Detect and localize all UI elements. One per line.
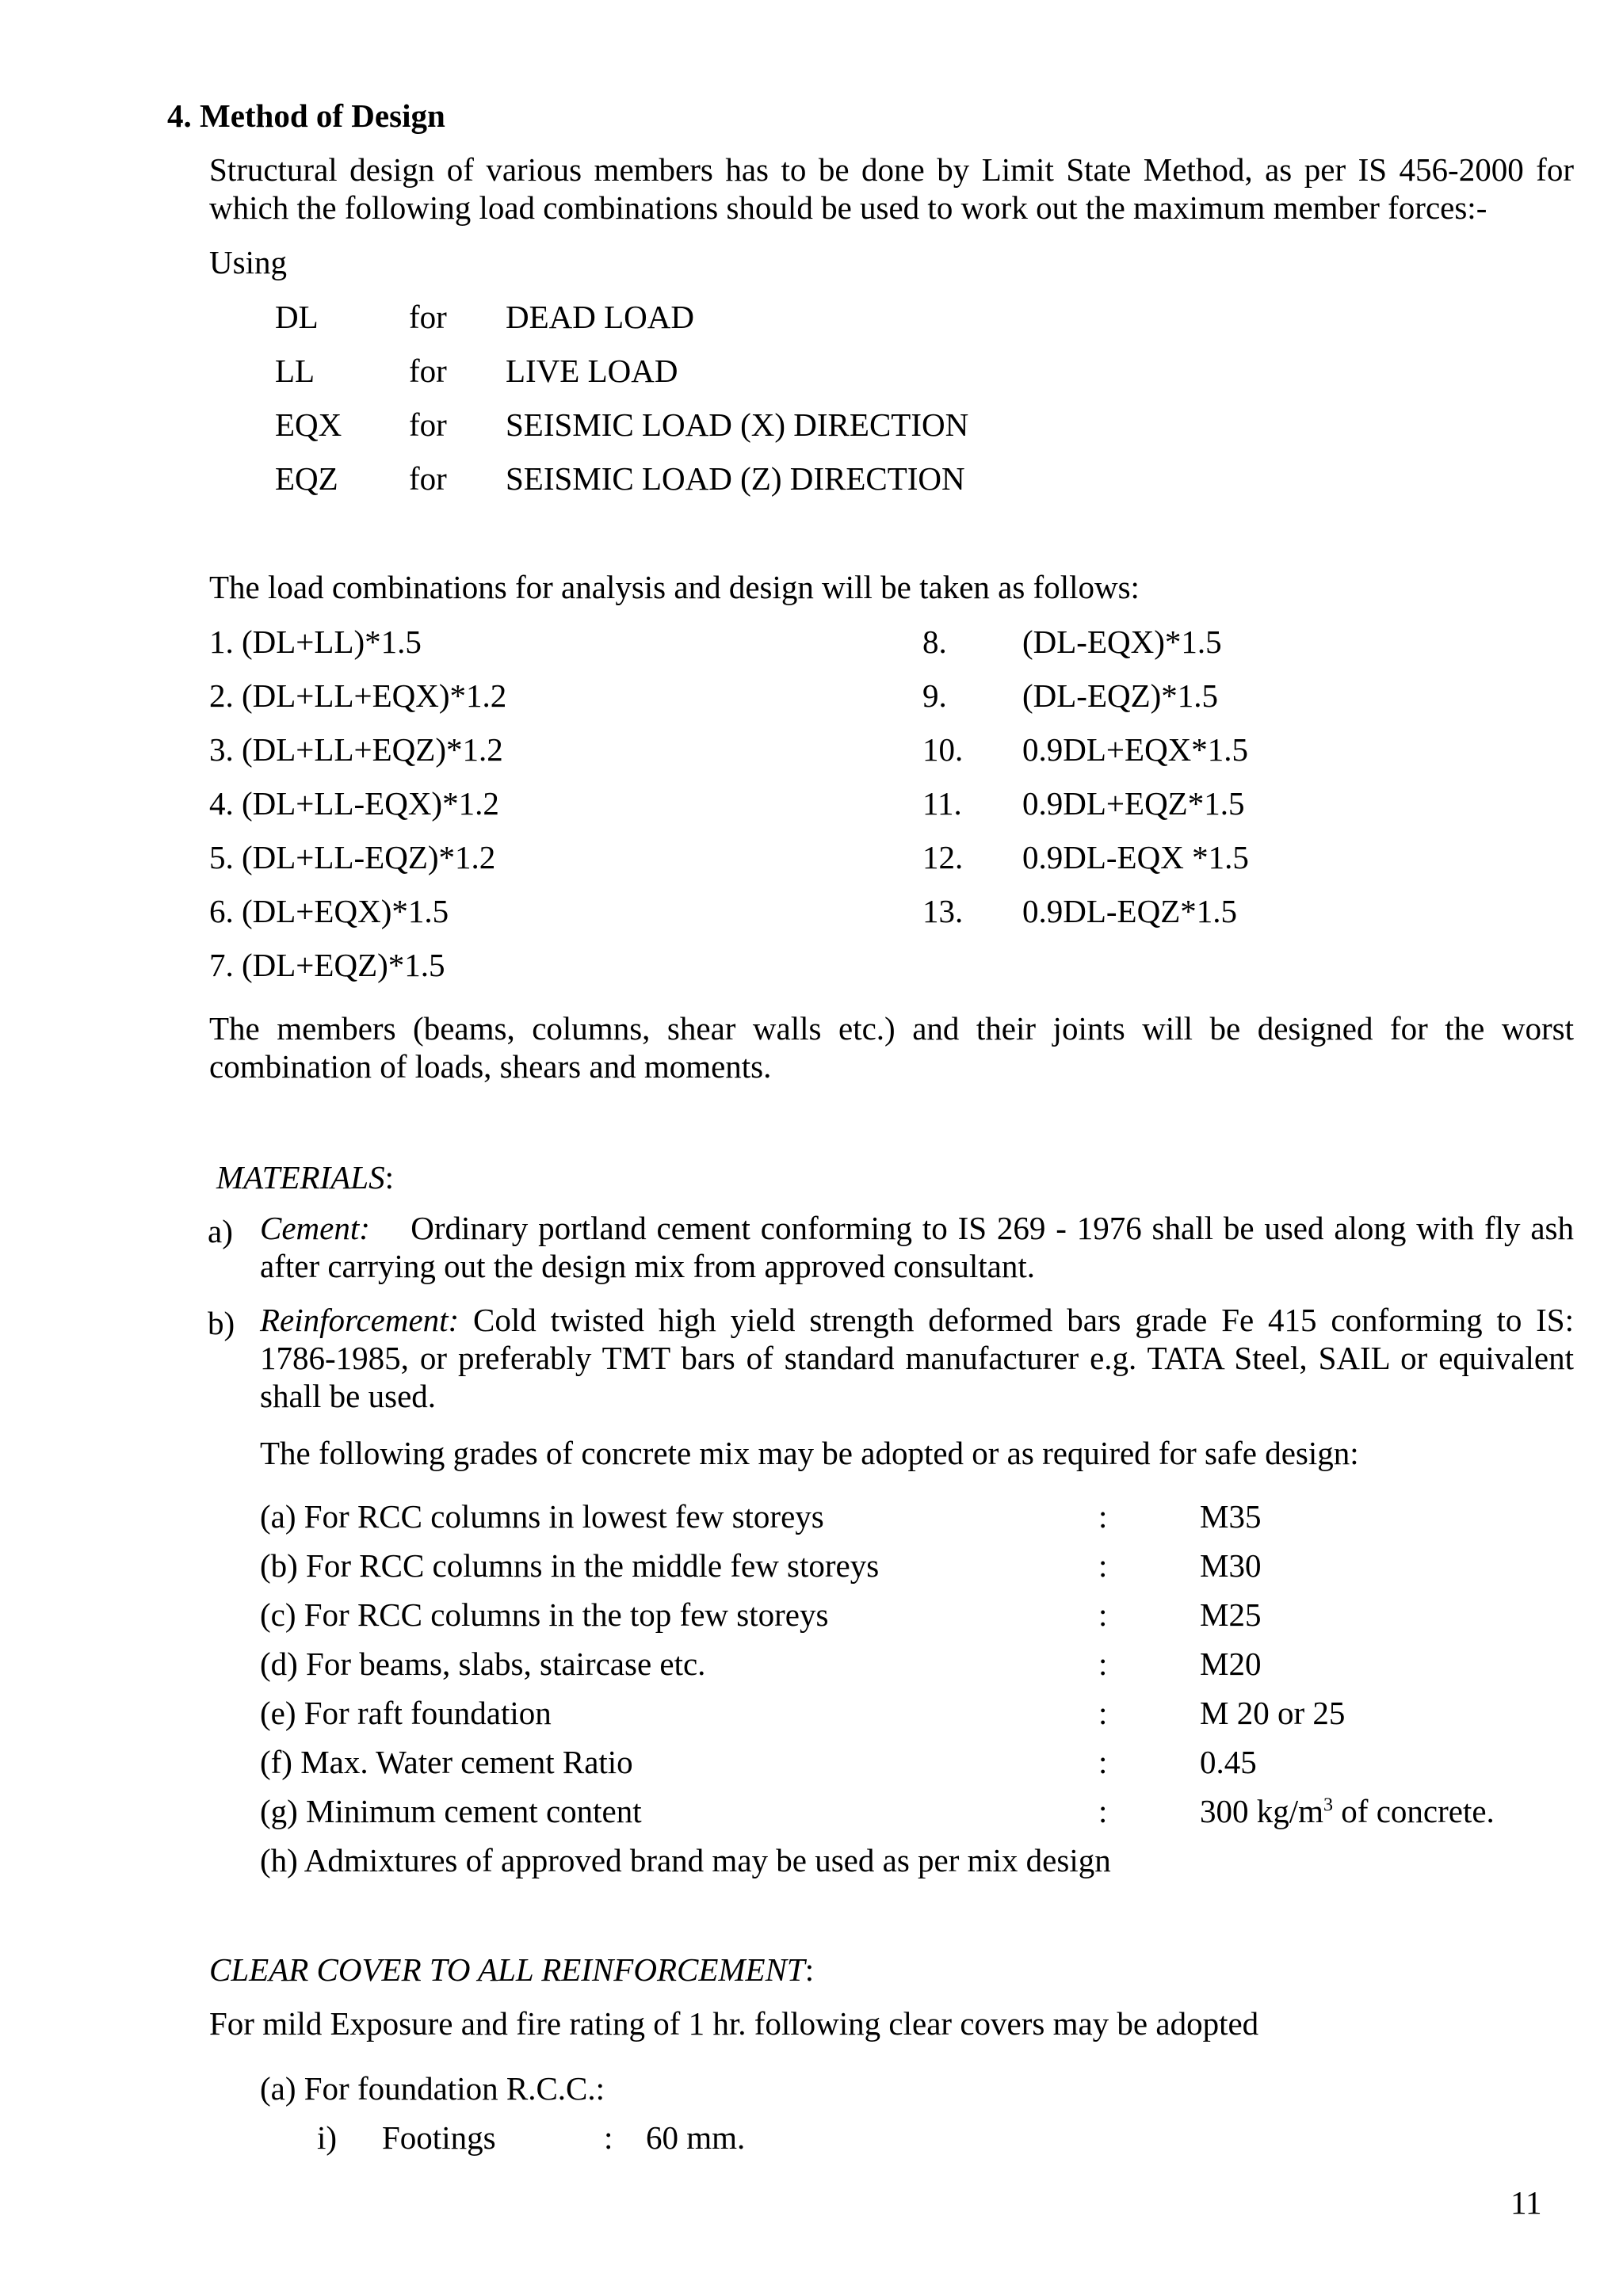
combo-item: 4. (DL+LL-EQX)*1.2: [209, 785, 499, 822]
combo-number: 12.: [922, 839, 964, 875]
combo-item: 2. (DL+LL+EQX)*1.2: [209, 677, 507, 714]
combo-item: 3. (DL+LL+EQZ)*1.2: [209, 731, 503, 768]
combo-item: 1. (DL+LL)*1.5: [209, 624, 422, 660]
grade-item: (a) For RCC columns in lowest few storeys: [260, 1498, 824, 1535]
materials-heading-colon: :: [384, 1159, 394, 1196]
footings-value: 60 mm.: [646, 2119, 746, 2156]
combo-number: 11.: [922, 785, 962, 822]
grade-colon: :: [1098, 1547, 1108, 1584]
cement-paragraph: [260, 1209, 1574, 1285]
grade-value: M25: [1200, 1596, 1262, 1633]
abbr-desc: SEISMIC LOAD (Z) DIRECTION: [506, 460, 965, 497]
combo-item: (DL-EQZ)*1.5: [1022, 677, 1219, 714]
grade-item: (e) For raft foundation: [260, 1695, 552, 1731]
intro-paragraph: Structural design of various members has to be done by Limit State Method, as per IS 456-2000 for which the following load combinations should be used to work out the maximum member forces:-: [209, 151, 1574, 226]
grade-value-suffix: of concrete.: [1333, 1793, 1495, 1829]
grade-colon: :: [1098, 1793, 1108, 1829]
combo-item: 7. (DL+EQZ)*1.5: [209, 947, 445, 983]
cement-text: Ordinary portland cement conforming to IS 269 - 1976 shall be used along with fly ash after carrying out the design mix from approved consultant.: [260, 1210, 1575, 1284]
grade-value: M20: [1200, 1646, 1262, 1682]
clear-cover-heading: [209, 1951, 814, 1989]
grades-intro: The following grades of concrete mix may be adopted or as required for safe design:: [260, 1435, 1359, 1471]
combo-number: 13.: [922, 893, 964, 929]
abbr-for: for: [409, 406, 447, 443]
reinforcement-text: Cold twisted high yield strength deformed bars grade Fe 415 conforming to IS: 1786-1985, or preferably TMT bars of standard manufacturer e.g. TATA Steel, SAIL or equivalent shall be used.: [260, 1302, 1575, 1414]
reinforcement-label: Reinforcement:: [260, 1302, 460, 1338]
grade-item: (f) Max. Water cement Ratio: [260, 1744, 633, 1780]
grade-item: (c) For RCC columns in the top few storeys: [260, 1596, 829, 1633]
combo-number: 8.: [922, 624, 947, 660]
combo-item: 5. (DL+LL-EQZ)*1.2: [209, 839, 496, 875]
combo-item: 0.9DL-EQX *1.5: [1022, 839, 1249, 875]
members-note: The members (beams, columns, shear walls etc.) and their joints will be designed for the worst combination of loads, shears and moments.: [209, 1010, 1574, 1085]
grade-item: (b) For RCC columns in the middle few storeys: [260, 1547, 880, 1584]
using-label: Using: [209, 244, 287, 280]
admixtures-note: (h) Admixtures of approved brand may be used as per mix design: [260, 1842, 1111, 1878]
abbr-for: for: [409, 353, 447, 389]
grade-value: 0.45: [1200, 1744, 1257, 1780]
grade-value: M35: [1200, 1498, 1262, 1535]
combo-item: 6. (DL+EQX)*1.5: [209, 893, 449, 929]
section-heading: 4. Method of Design: [167, 97, 445, 134]
abbr-code: EQX: [275, 406, 342, 443]
grade-colon: :: [1098, 1695, 1108, 1731]
combo-item: 0.9DL+EQX*1.5: [1022, 731, 1249, 768]
grade-item: (g) Minimum cement content: [260, 1793, 642, 1829]
combo-item: 0.9DL+EQZ*1.5: [1022, 785, 1245, 822]
cement-label: Cement:: [260, 1210, 370, 1246]
clear-cover-intro: For mild Exposure and fire rating of 1 hr. following clear covers may be adopted: [209, 2005, 1259, 2042]
combo-item: (DL-EQX)*1.5: [1022, 624, 1222, 660]
foundation-label: (a) For foundation R.C.C.:: [260, 2070, 605, 2107]
footings-number: i): [317, 2119, 338, 2156]
combos-intro: The load combinations for analysis and design will be taken as follows:: [209, 569, 1140, 605]
abbr-desc: SEISMIC LOAD (X) DIRECTION: [506, 406, 969, 443]
grade-value: [1200, 1792, 1495, 1831]
abbr-code: LL: [275, 353, 315, 389]
page-number: 11: [1510, 2184, 1542, 2221]
reinforcement-marker: b): [208, 1305, 235, 1341]
combo-number: 9.: [922, 677, 947, 714]
materials-heading-text: MATERIALS: [216, 1159, 385, 1196]
combo-number: 10.: [922, 731, 964, 768]
reinforcement-paragraph: [260, 1301, 1574, 1415]
superscript-exponent: 3: [1323, 1794, 1334, 1816]
grade-colon: :: [1098, 1498, 1108, 1535]
clear-cover-heading-colon: :: [804, 1951, 815, 1988]
abbr-desc: DEAD LOAD: [506, 299, 694, 335]
abbr-code: EQZ: [275, 460, 338, 497]
grade-value: M 20 or 25: [1200, 1695, 1346, 1731]
combo-item: 0.9DL-EQZ*1.5: [1022, 893, 1238, 929]
abbr-for: for: [409, 460, 447, 497]
abbr-for: for: [409, 299, 447, 335]
materials-heading: [216, 1158, 394, 1197]
abbr-desc: LIVE LOAD: [506, 353, 678, 389]
grade-colon: :: [1098, 1646, 1108, 1682]
grade-value-text: 300 kg/m: [1200, 1793, 1324, 1829]
abbr-code: DL: [275, 299, 319, 335]
grade-colon: :: [1098, 1596, 1108, 1633]
grade-colon: :: [1098, 1744, 1108, 1780]
cement-marker: a): [208, 1213, 233, 1249]
footings-colon: :: [604, 2119, 613, 2156]
grade-item: (d) For beams, slabs, staircase etc.: [260, 1646, 706, 1682]
clear-cover-heading-text: CLEAR COVER TO ALL REINFORCEMENT: [209, 1951, 805, 1988]
footings-label: Footings: [382, 2119, 496, 2156]
grade-value: M30: [1200, 1547, 1262, 1584]
